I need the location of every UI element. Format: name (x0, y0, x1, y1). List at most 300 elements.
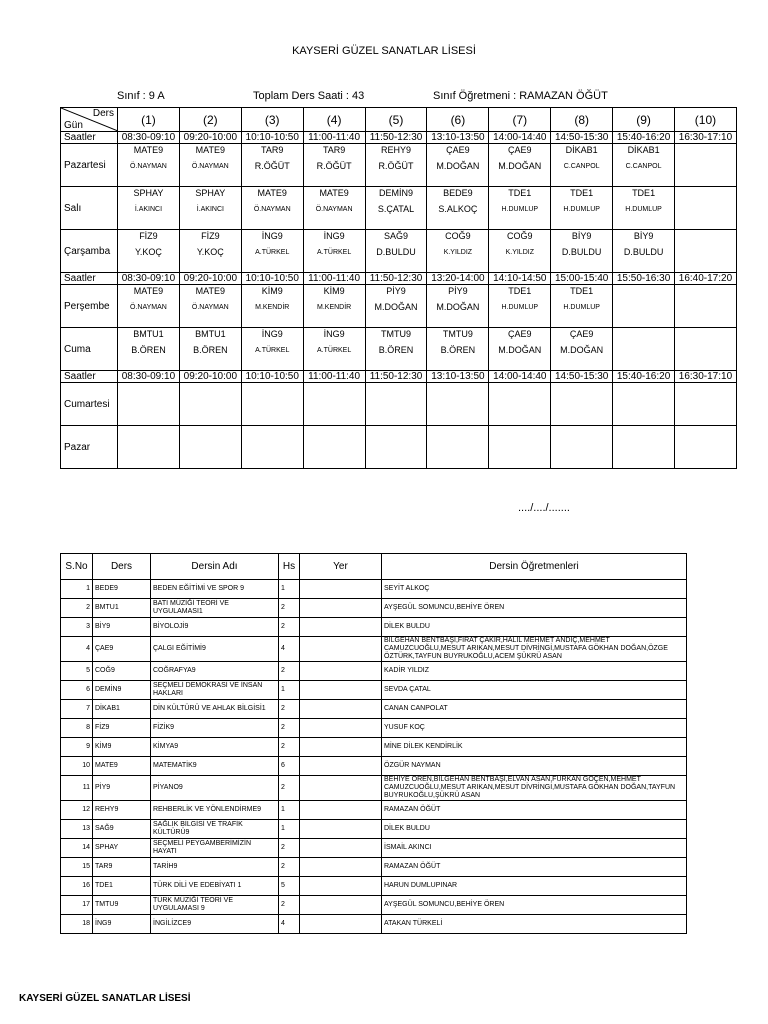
course-hours: 1 (279, 681, 300, 700)
course-code: ÇAE9 (93, 637, 151, 662)
time-cell: 14:00-14:40 (489, 371, 551, 383)
lesson-teacher: İ.AKINCI (196, 206, 224, 213)
lesson-cell (365, 328, 427, 371)
course-sno: 5 (61, 662, 93, 681)
lesson-code: TDE1 (570, 188, 594, 198)
course-room (300, 719, 382, 738)
lesson-cell (427, 383, 489, 426)
lesson-cell (303, 285, 365, 328)
course-room (300, 599, 382, 618)
lesson-code: TMTU9 (381, 329, 411, 339)
lesson-code: İNG9 (261, 231, 283, 241)
lesson-cell (118, 426, 180, 469)
course-hours: 2 (279, 776, 300, 801)
course-room (300, 877, 382, 896)
course-teachers: MİNE DİLEK KENDİRLİK (382, 738, 687, 757)
course-name: SAĞLIK BİLGİSİ VE TRAFİK KÜLTÜRÜ9 (151, 820, 279, 839)
lesson-code: SPHAY (133, 188, 164, 198)
lesson-cell (241, 426, 303, 469)
corner-gun-label: Gün (64, 120, 83, 131)
document-title: KAYSERİ GÜZEL SANATLAR LİSESİ (292, 45, 476, 57)
time-cell: 15:50-16:30 (613, 273, 675, 285)
lesson-teacher: R.ÖĞÜT (316, 161, 352, 171)
lesson-code: DİKAB1 (565, 145, 598, 155)
lesson-cell (675, 383, 737, 426)
saatler-label: Saatler (61, 273, 118, 285)
course-room (300, 681, 382, 700)
time-cell: 11:00-11:40 (303, 371, 365, 383)
time-cell: 11:50-12:30 (365, 132, 427, 144)
course-teachers: CANAN CANPOLAT (382, 700, 687, 719)
footer-school: KAYSERİ GÜZEL SANATLAR LİSESİ (19, 993, 191, 1004)
lesson-code: MATE9 (319, 188, 349, 198)
lesson-teacher: A.TÜRKEL (255, 347, 290, 354)
time-cell: 16:30-17:10 (675, 371, 737, 383)
course-sno: 13 (61, 820, 93, 839)
course-hours: 4 (279, 637, 300, 662)
course-sno: 16 (61, 877, 93, 896)
lesson-cell (365, 187, 427, 230)
header-hs: Hs (279, 554, 300, 580)
lesson-cell (489, 383, 551, 426)
course-row (61, 738, 687, 757)
course-sno: 17 (61, 896, 93, 915)
lesson-code: FİZ9 (201, 231, 220, 241)
lesson-code: MATE9 (195, 286, 225, 296)
time-cell: 13:10-13:50 (427, 371, 489, 383)
day-row (61, 426, 737, 469)
course-name: BATI MÜZİĞİ TEORİ VE UYGULAMASI1 (151, 599, 279, 618)
period-header: (3) (241, 108, 303, 132)
course-room (300, 839, 382, 858)
lesson-cell (675, 285, 737, 328)
course-teachers: HARUN DUMLUPINAR (382, 877, 687, 896)
lesson-teacher: H.DUMLUP (625, 206, 662, 213)
lesson-cell (179, 230, 241, 273)
course-code: TAR9 (93, 858, 151, 877)
course-teachers: RAMAZAN ÖĞÜT (382, 801, 687, 820)
lesson-cell (613, 328, 675, 371)
lesson-cell (489, 426, 551, 469)
lesson-teacher: R.ÖĞÜT (254, 161, 290, 171)
lesson-teacher: M.KENDİR (255, 304, 290, 311)
lesson-code: MATE9 (133, 286, 164, 296)
time-cell: 09:20-10:00 (179, 371, 241, 383)
course-code: KİM9 (93, 738, 151, 757)
course-code: TDE1 (93, 877, 151, 896)
lesson-cell (303, 144, 365, 187)
course-row (61, 662, 687, 681)
lesson-cell (427, 285, 489, 328)
day-label: Çarşamba (61, 230, 118, 273)
course-row (61, 776, 687, 801)
total-hours: Toplam Ders Saati : 43 (253, 90, 365, 102)
lesson-teacher: H.DUMLUP (501, 304, 539, 311)
time-cell: 11:50-12:30 (365, 371, 427, 383)
course-row (61, 896, 687, 915)
time-cell: 11:00-11:40 (303, 273, 365, 285)
lesson-code: ÇAE9 (508, 145, 532, 155)
lesson-cell (303, 187, 365, 230)
course-sno: 2 (61, 599, 93, 618)
course-sno: 11 (61, 776, 93, 801)
lesson-teacher: B.ÖREN (131, 345, 166, 355)
lesson-cell (675, 187, 737, 230)
course-hours: 1 (279, 580, 300, 599)
lesson-teacher: C.CANPOL (625, 163, 662, 170)
lesson-code: BİY9 (571, 231, 592, 241)
course-teachers: YUSUF KOÇ (382, 719, 687, 738)
lesson-code: ÇAE9 (508, 329, 532, 339)
course-name: KİMYA9 (151, 738, 279, 757)
course-sno: 12 (61, 801, 93, 820)
course-code: PİY9 (93, 776, 151, 801)
lesson-cell (551, 426, 613, 469)
lesson-code: TDE1 (508, 188, 532, 198)
time-cell: 10:10-10:50 (241, 132, 303, 144)
course-teachers: BİLGEHAN BENTBAŞI,FIRAT ÇAKIR,HALİL MEHMET ANDİÇ,MEHMET CAMUZCUOĞLU,MESUT ARIKAN,MESUT DİVRİNGİ,MUSTAFA GÖKHAN DOĞAN,ÖZGE ÖZTÜRK,TAYFUN BUYRUKOĞLU,ACEM ŞÜKRÜ ASAN (382, 637, 687, 662)
course-hours: 2 (279, 599, 300, 618)
course-name: BİYOLOJİ9 (151, 618, 279, 637)
time-cell: 09:20-10:00 (179, 273, 241, 285)
lesson-code: TDE1 (508, 286, 532, 296)
lesson-cell (489, 187, 551, 230)
lesson-code: SAĞ9 (384, 231, 409, 241)
time-cell: 13:20-14:00 (427, 273, 489, 285)
lesson-cell (489, 285, 551, 328)
day-row (61, 230, 737, 273)
course-hours: 2 (279, 738, 300, 757)
course-hours: 6 (279, 757, 300, 776)
lesson-teacher: K.YILDIZ (505, 249, 534, 256)
lesson-teacher: M.DOĞAN (560, 345, 604, 355)
time-cell: 16:40-17:20 (675, 273, 737, 285)
lesson-code: SPHAY (195, 188, 226, 198)
course-sno: 7 (61, 700, 93, 719)
time-cell: 15:40-16:20 (613, 132, 675, 144)
time-cell: 15:40-16:20 (613, 371, 675, 383)
course-room (300, 637, 382, 662)
course-hours: 2 (279, 618, 300, 637)
course-hours: 4 (279, 915, 300, 934)
course-teachers: BEHİYE ÖREN,BİLGEHAN BENTBAŞI,ELVAN ASAN,FURKAN GÖÇEN,MEHMET CAMUZCUOĞLU,MESUT ARIKAN,MESUT DİVRİNGİ,MUSTAFA GÖKHAN DOĞAN,TAYFUN BUYRUKOĞLU,ŞÜKRÜ ASAN (382, 776, 687, 801)
lesson-code: KİM9 (323, 286, 345, 296)
lesson-cell (613, 187, 675, 230)
lesson-cell (241, 144, 303, 187)
course-code: İNG9 (93, 915, 151, 934)
time-cell: 14:00-14:40 (489, 132, 551, 144)
course-row (61, 700, 687, 719)
lesson-cell (489, 328, 551, 371)
day-label: Perşembe (61, 285, 118, 328)
course-teachers: DİLEK BULDU (382, 618, 687, 637)
course-room (300, 858, 382, 877)
lesson-cell (613, 383, 675, 426)
course-teachers: KADİR YILDIZ (382, 662, 687, 681)
time-cell: 09:20-10:00 (179, 132, 241, 144)
time-cell: 14:50-15:30 (551, 371, 613, 383)
course-name: İNGİLİZCE9 (151, 915, 279, 934)
course-teachers: ATAKAN TÜRKELİ (382, 915, 687, 934)
period-header: (4) (303, 108, 365, 132)
lesson-code: BMTU1 (195, 329, 226, 339)
lesson-teacher: B.ÖREN (440, 345, 476, 355)
day-label: Cuma (61, 328, 118, 371)
header-ders: Ders (93, 554, 151, 580)
lesson-cell (675, 328, 737, 371)
lesson-code: İNG9 (261, 329, 283, 339)
lesson-code: KİM9 (261, 286, 283, 296)
lesson-code: TAR9 (322, 145, 346, 155)
time-cell: 08:30-09:10 (118, 132, 180, 144)
lesson-cell (613, 230, 675, 273)
course-code: REHY9 (93, 801, 151, 820)
course-hours: 1 (279, 820, 300, 839)
period-header: (10) (675, 108, 737, 132)
lesson-teacher: Ö.NAYMAN (191, 304, 229, 311)
course-room (300, 700, 382, 719)
time-cell: 15:00-15:40 (551, 273, 613, 285)
lesson-cell (489, 230, 551, 273)
course-name: PİYANO9 (151, 776, 279, 801)
course-row (61, 681, 687, 700)
corner-ders-label: Ders (92, 108, 114, 119)
course-hours: 2 (279, 719, 300, 738)
course-sno: 14 (61, 839, 93, 858)
saatler-label: Saatler (61, 371, 118, 383)
course-code: FİZ9 (93, 719, 151, 738)
lesson-teacher: B.ÖREN (193, 345, 228, 355)
lesson-code: MATE9 (257, 188, 287, 198)
lesson-teacher: K.YILDIZ (443, 249, 473, 256)
course-name: TÜRK DİLİ VE EDEBİYATI 1 (151, 877, 279, 896)
day-label: Pazartesi (61, 144, 118, 187)
course-hours: 2 (279, 896, 300, 915)
course-name: MATEMATİK9 (151, 757, 279, 776)
lesson-code: BEDE9 (443, 188, 473, 198)
course-sno: 9 (61, 738, 93, 757)
lesson-code: MATE9 (195, 145, 225, 155)
lesson-teacher: B.ÖREN (378, 345, 414, 355)
lesson-cell (241, 230, 303, 273)
course-hours: 2 (279, 839, 300, 858)
course-name: ÇALGI EĞİTİMİ9 (151, 637, 279, 662)
course-teachers: DİLEK BULDU (382, 820, 687, 839)
lesson-code: PİY9 (448, 286, 468, 296)
day-row (61, 144, 737, 187)
course-row (61, 877, 687, 896)
lesson-code: REHY9 (381, 145, 412, 155)
lesson-teacher: M.DOĞAN (436, 161, 480, 171)
lesson-teacher: S.ALKOÇ (438, 204, 478, 214)
course-code: DİKAB1 (93, 700, 151, 719)
lesson-cell (303, 230, 365, 273)
lesson-cell (118, 285, 180, 328)
lesson-cell (118, 383, 180, 426)
course-code: DEMİN9 (93, 681, 151, 700)
course-room (300, 776, 382, 801)
course-teachers: SEYİT ALKOÇ (382, 580, 687, 599)
lesson-cell (365, 383, 427, 426)
lesson-cell (675, 144, 737, 187)
lesson-cell (551, 187, 613, 230)
lesson-teacher: Ö.NAYMAN (191, 163, 229, 170)
lesson-cell (118, 144, 180, 187)
period-header: (9) (613, 108, 675, 132)
course-hours: 2 (279, 662, 300, 681)
day-label: Pazar (61, 426, 118, 469)
course-row (61, 719, 687, 738)
date-placeholder: ..../..../....... (518, 502, 570, 514)
course-name: DİN KÜLTÜRÜ VE AHLAK BİLGİSİ1 (151, 700, 279, 719)
lesson-cell (489, 144, 551, 187)
weekly-schedule-table (60, 107, 737, 469)
class-teacher: Sınıf Öğretmeni : RAMAZAN ÖĞÜT (433, 90, 608, 102)
course-room (300, 820, 382, 839)
time-cell: 11:50-12:30 (365, 273, 427, 285)
lesson-cell (179, 285, 241, 328)
course-code: SAĞ9 (93, 820, 151, 839)
course-row (61, 637, 687, 662)
course-room (300, 580, 382, 599)
lesson-teacher: A.TÜRKEL (317, 249, 352, 256)
lesson-cell (179, 328, 241, 371)
course-code: BEDE9 (93, 580, 151, 599)
saatler-label: Saatler (61, 132, 118, 144)
course-sno: 4 (61, 637, 93, 662)
lesson-code: ÇAE9 (569, 329, 594, 339)
lesson-cell (365, 285, 427, 328)
lesson-cell (118, 328, 180, 371)
lesson-cell (241, 328, 303, 371)
lesson-teacher: H.DUMLUP (563, 206, 600, 213)
lesson-cell (551, 144, 613, 187)
lesson-teacher: R.ÖĞÜT (378, 161, 414, 171)
course-list-header (61, 554, 687, 580)
lesson-cell (179, 187, 241, 230)
course-code: TMTU9 (93, 896, 151, 915)
course-teachers: İSMAİL AKINCI (382, 839, 687, 858)
course-row (61, 618, 687, 637)
course-row (61, 839, 687, 858)
lesson-teacher: Y.KOÇ (196, 247, 224, 257)
lesson-cell (303, 328, 365, 371)
lesson-teacher: M.DOĞAN (498, 161, 542, 171)
time-cell: 14:50-15:30 (551, 132, 613, 144)
corner-cell (61, 108, 118, 132)
lesson-code: BMTU1 (133, 329, 164, 339)
period-header: (6) (427, 108, 489, 132)
lesson-cell (551, 230, 613, 273)
course-row (61, 820, 687, 839)
course-code: SPHAY (93, 839, 151, 858)
course-room (300, 738, 382, 757)
lesson-cell (427, 328, 489, 371)
lesson-teacher: D.BULDU (561, 247, 602, 257)
period-header: (5) (365, 108, 427, 132)
period-header: (2) (179, 108, 241, 132)
course-name: BEDEN EĞİTİMİ VE SPOR 9 (151, 580, 279, 599)
day-label: Cumartesi (61, 383, 118, 426)
lesson-teacher: İ.AKINCI (134, 206, 163, 213)
course-name: FİZİK9 (151, 719, 279, 738)
course-name: TÜRK MÜZİĞİ TEORİ VE UYGULAMASI 9 (151, 896, 279, 915)
saatler-row (61, 371, 737, 383)
lesson-code: TMTU9 (442, 329, 473, 339)
lesson-cell (365, 144, 427, 187)
lesson-cell (675, 426, 737, 469)
course-code: MATE9 (93, 757, 151, 776)
course-room (300, 801, 382, 820)
lesson-code: İNG9 (323, 231, 345, 241)
course-row (61, 801, 687, 820)
lesson-cell (613, 426, 675, 469)
course-list-table (60, 553, 687, 934)
lesson-cell (365, 426, 427, 469)
period-header: (8) (551, 108, 613, 132)
course-sno: 1 (61, 580, 93, 599)
lesson-cell (427, 187, 489, 230)
course-hours: 2 (279, 700, 300, 719)
lesson-code: BİY9 (633, 231, 654, 241)
course-row (61, 580, 687, 599)
time-cell: 08:30-09:10 (118, 273, 180, 285)
lesson-cell (241, 285, 303, 328)
period-header: (7) (489, 108, 551, 132)
time-cell: 10:10-10:50 (241, 273, 303, 285)
header-ogretmen: Dersin Öğretmenleri (382, 554, 687, 580)
course-row (61, 757, 687, 776)
course-code: BİY9 (93, 618, 151, 637)
lesson-cell (118, 187, 180, 230)
course-name: REHBERLİK VE YÖNLENDİRME9 (151, 801, 279, 820)
lesson-cell (427, 426, 489, 469)
course-hours: 1 (279, 801, 300, 820)
time-cell: 13:10-13:50 (427, 132, 489, 144)
lesson-code: MATE9 (133, 145, 164, 155)
time-cell: 11:00-11:40 (303, 132, 365, 144)
lesson-code: İNG9 (323, 329, 345, 339)
lesson-teacher: C.CANPOL (563, 163, 600, 170)
course-hours: 2 (279, 858, 300, 877)
course-teachers: AYŞEGÜL SOMUNCU,BEHİYE ÖREN (382, 896, 687, 915)
course-code: COĞ9 (93, 662, 151, 681)
lesson-cell (179, 383, 241, 426)
course-sno: 15 (61, 858, 93, 877)
course-room (300, 896, 382, 915)
lesson-teacher: A.TÜRKEL (317, 347, 352, 354)
lesson-code: TAR9 (261, 145, 284, 155)
lesson-teacher: M.KENDİR (317, 304, 352, 311)
lesson-teacher: H.DUMLUP (563, 304, 600, 311)
lesson-cell (241, 187, 303, 230)
lesson-cell (179, 426, 241, 469)
course-name: TARİH9 (151, 858, 279, 877)
period-header-row (61, 108, 737, 132)
course-name: COĞRAFYA9 (151, 662, 279, 681)
lesson-cell (613, 144, 675, 187)
course-row (61, 599, 687, 618)
lesson-teacher: H.DUMLUP (501, 206, 539, 213)
course-row (61, 915, 687, 934)
time-cell: 10:10-10:50 (241, 371, 303, 383)
lesson-teacher: D.BULDU (623, 247, 664, 257)
lesson-cell (551, 285, 613, 328)
lesson-cell (427, 144, 489, 187)
lesson-code: COĞ9 (445, 231, 471, 241)
lesson-cell (241, 383, 303, 426)
course-teachers: AYŞEGÜL SOMUNCU,BEHİYE ÖREN (382, 599, 687, 618)
